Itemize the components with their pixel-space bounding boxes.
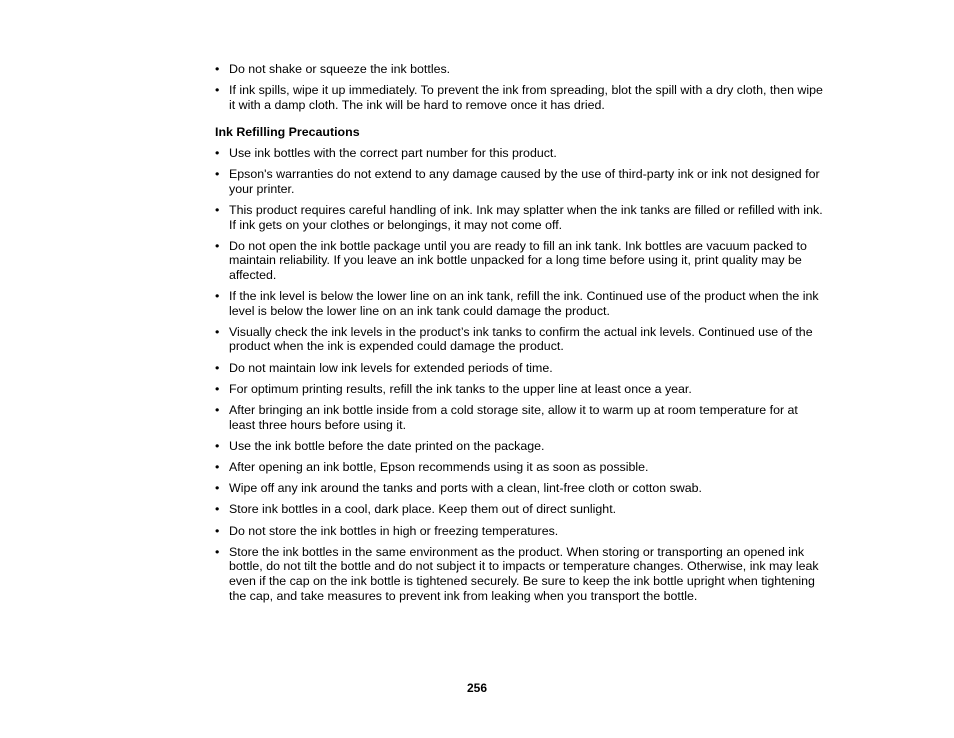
bullet-icon: • — [215, 238, 220, 253]
list-item-text: Use the ink bottle before the date printed on the package. — [229, 438, 545, 453]
list-item-text: Wipe off any ink around the tanks and ports with a clean, lint-free cloth or cotton swab. — [229, 481, 702, 496]
intro-bullet-list — [215, 62, 825, 112]
list-item — [215, 289, 825, 318]
list-item-text: If the ink level is below the lower line on an ink tank, refill the ink. Continued use of the product when the ink level is below the lower line on an ink tank could damage the product. — [229, 289, 819, 318]
list-item-text: After opening an ink bottle, Epson recommends using it as soon as possible. — [229, 460, 649, 474]
list-item-text: Epson's warranties do not extend to any damage caused by the use of third-party ink or ink not designed for your printer. — [229, 167, 820, 196]
list-item-text: Do not open the ink bottle package until you are ready to fill an ink tank. Ink bottles are vacuum packed to maintain reliability. If you leave an ink bottle unpacked for a long time before using it, print quality may be affected. — [229, 238, 807, 282]
list-item — [215, 481, 825, 496]
list-item — [215, 502, 825, 517]
precautions-bullet-list — [215, 146, 825, 603]
list-item — [215, 361, 825, 376]
list-item-text: This product requires careful handling of ink. Ink may splatter when the ink tanks are filled or refilled with ink. If ink gets on your clothes or belongings, it may not come off. — [229, 202, 823, 232]
bullet-icon: • — [215, 438, 220, 453]
bullet-icon: • — [215, 523, 220, 538]
list-item-text: Do not shake or squeeze the ink bottles. — [229, 62, 451, 76]
bullet-icon: • — [215, 544, 220, 559]
bullet-icon: • — [215, 167, 220, 182]
document-body — [215, 62, 825, 610]
list-item — [215, 239, 825, 283]
bullet-icon: • — [215, 502, 220, 517]
list-item-text: After bringing an ink bottle inside from a cold storage site, allow it to warm up at room temperature for at least three hours before using it. — [229, 403, 798, 432]
bullet-icon: • — [215, 360, 220, 375]
bullet-icon: • — [215, 481, 220, 496]
bullet-icon: • — [215, 381, 220, 396]
bullet-icon: • — [215, 403, 220, 418]
bullet-icon: • — [215, 202, 220, 217]
list-item — [215, 545, 825, 603]
bullet-icon: • — [215, 324, 220, 339]
list-item — [215, 382, 825, 397]
list-item-text: Do not store the ink bottles in high or freezing temperatures. — [229, 523, 559, 538]
list-item-text: Use ink bottles with the correct part number for this product. — [229, 145, 557, 160]
list-item — [215, 203, 825, 232]
list-item — [215, 83, 825, 112]
list-item — [215, 325, 825, 354]
list-item-text: Store the ink bottles in the same environment as the product. When storing or transporting an opened ink bottle, do not tilt the bottle and do not subject it to impacts or temperature changes. Otherwise, ink may leak even if the cap on the ink bottle is tightened securely. Be sure to keep the ink bottle upright when tightening the cap, and take measures to prevent ink from leaking when you transport the bottle. — [229, 544, 819, 603]
list-item-text: If ink spills, wipe it up immediately. To prevent the ink from spreading, blot the spill with a dry cloth, then wipe it with a damp cloth. The ink will be hard to remove once it has dried. — [229, 83, 823, 112]
list-item-text: For optimum printing results, refill the ink tanks to the upper line at least once a year. — [229, 381, 692, 396]
list-item — [215, 403, 825, 432]
page-number: 256 — [466, 681, 488, 695]
bullet-icon: • — [215, 83, 220, 98]
list-item-text: Do not maintain low ink levels for extended periods of time. — [229, 360, 553, 375]
list-item — [215, 167, 825, 196]
section-heading: Ink Refilling Precautions — [215, 125, 360, 140]
list-item — [215, 439, 825, 454]
bullet-icon: • — [215, 460, 220, 474]
list-item — [215, 460, 825, 475]
bullet-icon: • — [215, 62, 220, 76]
list-item — [215, 146, 825, 161]
bullet-icon: • — [215, 145, 220, 160]
list-item — [215, 524, 825, 539]
list-item-text: Store ink bottles in a cool, dark place. Keep them out of direct sunlight. — [229, 502, 617, 517]
list-item-text: Visually check the ink levels in the product’s ink tanks to confirm the actual ink levels. Continued use of the product when the ink is expended could damage the product. — [229, 324, 813, 354]
list-item — [215, 62, 825, 77]
bullet-icon: • — [215, 289, 220, 304]
